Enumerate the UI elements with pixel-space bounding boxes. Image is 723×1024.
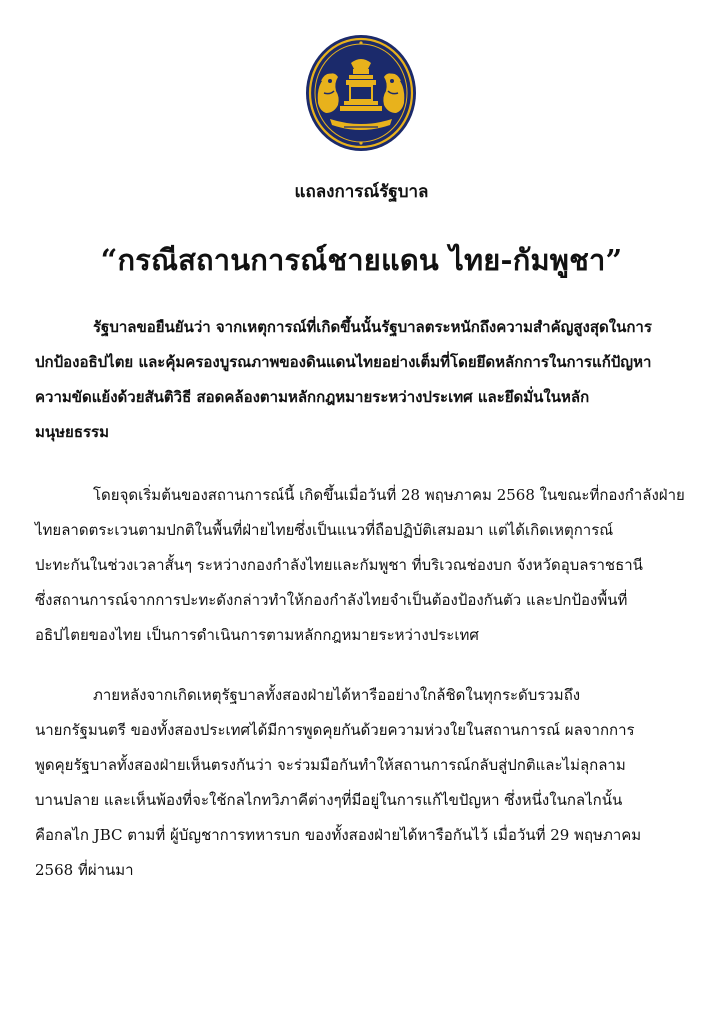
paragraph-line: รัฐบาลขอยืนยันว่า จากเหตุการณ์ที่เกิดขึ้นนั้นรัฐบาลตระหนักถึงความสำคัญสูงสุดในการ (93, 318, 652, 336)
paragraph-line: คือกลไก JBC ตามที่ ผู้บัญชาการทหารบก ของทั้งสองฝ่ายได้หารือกันไว้ เมื่อวันที่ 29 พฤษภาคม (35, 826, 642, 844)
government-seal-icon (304, 33, 418, 153)
paragraph-line: โดยจุดเริ่มต้นของสถานการณ์นี้ เกิดขึ้นเมื่อวันที่ 28 พฤษภาคม 2568 ในขณะที่กองกำลังฝ่าย (93, 486, 685, 504)
paragraph-line: ปกป้องอธิปไตย และคุ้มครองบูรณภาพของดินแดนไทยอย่างเต็มที่โดยยึดหลักการในการแก้ปัญหา (35, 353, 652, 371)
paragraph-line: นายกรัฐมนตรี ของทั้งสองประเทศได้มีการพูดคุยกันด้วยความห่วงใยในสถานการณ์ ผลจากการ (35, 721, 635, 739)
paragraph-line: มนุษยธรรม (35, 423, 109, 441)
document-subtitle: แถลงการณ์รัฐบาล (294, 182, 429, 202)
paragraph-line: พูดคุยรัฐบาลทั้งสองฝ่ายเห็นตรงกันว่า จะร่วมมือกันทำให้สถานการณ์กลับสู่ปกติและไม่ลุกลาม (35, 756, 626, 774)
document-headline: “กรณีสถานการณ์ชายแดน ไทย-กัมพูชา” (100, 243, 623, 277)
paragraph-line: ซึ่งสถานการณ์จากการปะทะดังกล่าวทำให้กองกำลังไทยจำเป็นต้องป้องกันตัว และปกป้องพื้นที่ (35, 591, 628, 609)
paragraph-line: ภายหลังจากเกิดเหตุรัฐบาลทั้งสองฝ่ายได้หารืออย่างใกล้ชิดในทุกระดับรวมถึง (93, 686, 581, 704)
paragraph-line: บานปลาย และเห็นพ้องที่จะใช้กลไกทวิภาคีต่างๆที่มีอยู่ในการแก้ไขปัญหา ซึ่งหนึ่งในกลไกนั้น (35, 791, 623, 809)
paragraph-line: อธิปไตยของไทย เป็นการดำเนินการตามหลักกฎหมายระหว่างประเทศ (35, 626, 479, 644)
paragraph-line: ความขัดแย้งด้วยสันติวิธี สอดคล้องตามหลักกฎหมายระหว่างประเทศ และยึดมั่นในหลัก (35, 388, 590, 406)
paragraph-line: ไทยลาดตระเวนตามปกติในพื้นที่ฝ่ายไทยซึ่งเป็นแนวที่ถือปฏิบัติเสมอมา แต่ได้เกิดเหตุการณ์ (35, 521, 614, 539)
paragraph-1 (35, 310, 703, 450)
paragraph-3 (35, 678, 703, 888)
paragraph-2 (35, 478, 703, 653)
paragraph-line: ปะทะกันในช่วงเวลาสั้นๆ ระหว่างกองกำลังไทยและกัมพูชา ที่บริเวณช่องบก จังหวัดอุบลราชธานี (35, 556, 643, 574)
paragraph-line: 2568 ที่ผ่านมา (35, 861, 134, 879)
